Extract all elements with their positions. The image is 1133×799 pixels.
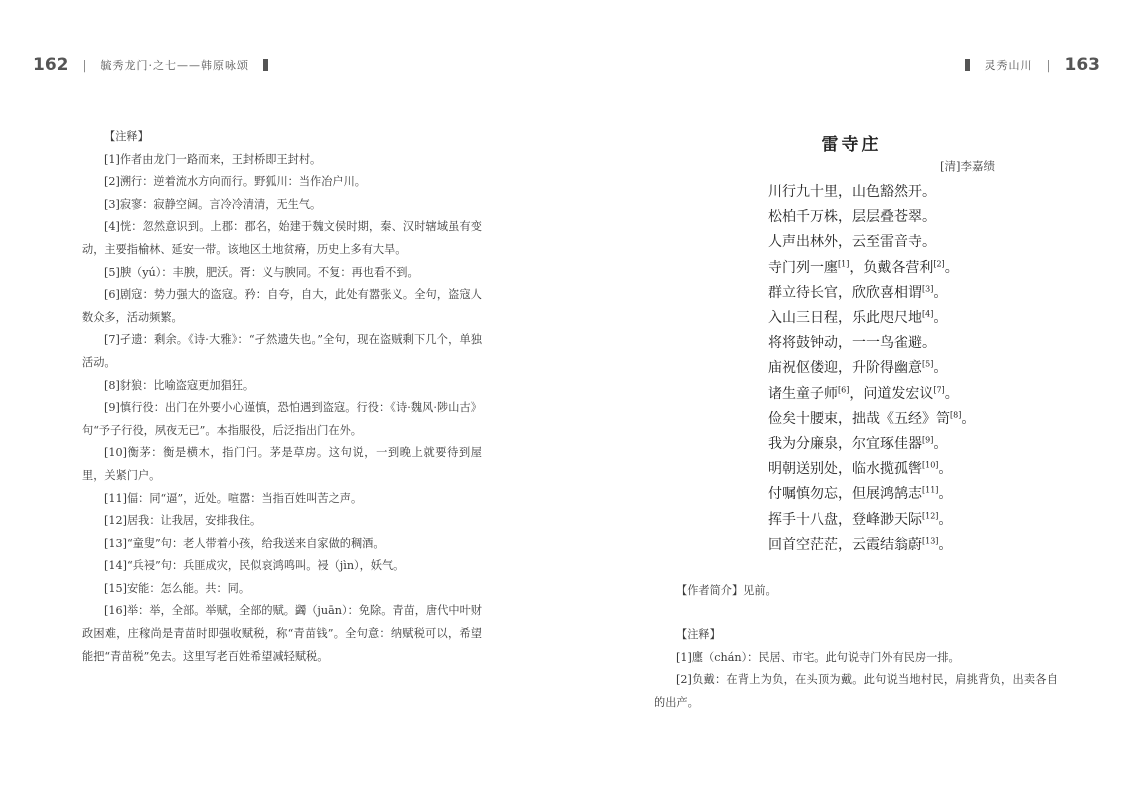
poem-line: 俭矣十腰束，拙哉《五经》笥[8]。 xyxy=(768,410,976,427)
right-header-title: 灵秀山川 xyxy=(984,59,1033,72)
footnote-ref: [1] xyxy=(838,258,850,268)
left-page-header xyxy=(33,55,282,75)
poem-line: 挥手十八盘，登峰渺天际[12]。 xyxy=(768,510,953,528)
note-item: [8]豺狼：比喻盗寇更加猖狂。 xyxy=(104,378,255,392)
footnote-ref: [7] xyxy=(933,384,945,394)
note-item: [1]作者由龙门一路而来，王封桥即王封村。 xyxy=(104,152,322,166)
footnote-ref: [2] xyxy=(933,258,945,268)
footnote-ref: [5] xyxy=(922,359,934,369)
poem-line: 付嘱慎勿忘，但展鸿鹄志[11]。 xyxy=(768,485,953,503)
left-page-number: 162 xyxy=(33,55,69,75)
right-page-number: 163 xyxy=(1064,55,1100,75)
left-notes-heading: 【注释】 xyxy=(104,130,149,143)
poem-author: [清]李嘉绩 xyxy=(940,159,995,173)
footnote-ref: [11] xyxy=(922,485,939,495)
footnote-ref: [8] xyxy=(950,410,962,420)
poem-line: 入山三日程，乐此咫尺地[4]。 xyxy=(768,309,948,327)
right-header-separator: | xyxy=(1046,58,1051,72)
poem-line: 寺门列一廛[1]，负戴各营利[2]。 xyxy=(768,258,959,276)
footnote-ref: [10] xyxy=(922,460,939,470)
note-item: [5]腴（yú）：丰腴，肥沃。胥：义与腴同。不复：再也看不到。 xyxy=(104,265,419,279)
footnote-ref: [3] xyxy=(922,284,934,294)
note-item: [7]孑遗：剩余。《诗·大雅》：“孑然遗失也。”全句，现在盗贼剩下几个，单独活动。 xyxy=(82,333,482,369)
note-item: [4]恍：忽然意识到。上郡：郡名，始建于魏文侯时期，秦、汉时辖域虽有变动，主要指榆林、延安一带。该地区土地贫瘠，历史上多有大旱。 xyxy=(82,220,482,256)
author-bio-section xyxy=(654,580,1058,603)
left-header-title: 毓秀龙门·之七——韩原咏颂 xyxy=(100,59,250,72)
right-header-block-mark xyxy=(965,59,970,71)
right-notes-heading: 【注释】 xyxy=(676,628,721,641)
poem-line: 人声出林外，云至雷音寺。 xyxy=(768,234,936,251)
left-notes-section xyxy=(82,126,482,668)
note-item: [12]居我：让我居，安排我住。 xyxy=(104,514,262,528)
note-item: [2]溯行：逆着流水方向而行。野狐川：当作冶户川。 xyxy=(104,175,366,189)
left-header-separator: | xyxy=(82,58,87,72)
note-item: [2]负戴：在背上为负，在头顶为戴。此句说当地村民，肩挑背负，出卖各自的出产。 xyxy=(654,673,1058,709)
note-item: [10]衡茅：衡是横木，指门闩。茅是草房。这句说，一到晚上就要待到屋里，关紧门户。 xyxy=(82,446,482,482)
note-item: [13]“童叟”句：老人带着小孩，给我送来自家做的稠酒。 xyxy=(104,536,385,550)
poem-line: 回首空茫茫，云霞结翁蔚[13]。 xyxy=(768,536,953,553)
poem-title: 雷寺庄 xyxy=(821,135,882,155)
note-item: [11]偪：同“逼”，近处。喧嚣：当指百姓叫苦之声。 xyxy=(104,491,363,505)
footnote-ref: [4] xyxy=(922,309,934,319)
footnote-ref: [12] xyxy=(922,510,939,520)
right-page-header xyxy=(951,55,1100,75)
left-header-block-mark xyxy=(263,59,268,71)
poem-body xyxy=(768,180,975,558)
note-item: [14]“兵祲”句：兵匪成灾，民似哀鸿鸣叫。祲（jìn），妖气。 xyxy=(104,559,405,573)
note-item: [9]慎行役：出门在外要小心谨慎，恐怕遇到盗寇。行役：《诗·魏风·陟山古》句“予子行役，夙夜无已”。本指服役，后泛指出门在外。 xyxy=(82,401,482,437)
note-item: [3]寂寥：寂静空阔。言冷冷清清，无生气。 xyxy=(104,197,322,211)
note-item: [1]廛（chán）：民居、市宅。此句说寺门外有民房一排。 xyxy=(676,650,960,664)
right-notes-section xyxy=(654,624,1058,714)
poem-line: 明朝送别处，临水揽孤辔[10]。 xyxy=(768,460,953,478)
note-item: [16]举：举，全部。举赋，全部的赋。蠲（juān）：免除。青苗，唐代中叶财政困难，庄稼尚是青苗时即强收赋税，称“青苗钱”。全句意：纳赋税可以，希望能把“青苗税”免去。这里写老百姓希望减轻赋税。 xyxy=(82,604,482,663)
poem-line: 川行九十里，山色豁然开。 xyxy=(768,184,936,200)
poem-line: 松柏千万株，层层叠苍翠。 xyxy=(768,209,936,226)
footnote-ref: [13] xyxy=(922,536,939,546)
poem-line: 将将鼓钟动，一一鸟雀避。 xyxy=(768,335,936,352)
author-bio: 【作者简介】见前。 xyxy=(676,584,777,597)
footnote-ref: [6] xyxy=(838,384,850,394)
poem-line: 我为分廉泉，尔宜琢佳器[9]。 xyxy=(768,435,948,453)
poem-line: 庙祝伛偻迎，升阶得幽意[5]。 xyxy=(768,359,948,377)
footnote-ref: [9] xyxy=(922,435,934,445)
note-item: [15]安能：怎么能。共：同。 xyxy=(104,581,251,595)
poem-line: 群立待长官，欣欣喜相谓[3]。 xyxy=(768,284,948,301)
note-item: [6]剧寇：势力强大的盗寇。矜：自夸，自大，此处有嚣张义。全句，盗寇人数众多，活动频繁。 xyxy=(82,288,482,324)
poem-line: 诸生童子师[6]，问道发宏议[7]。 xyxy=(768,384,959,402)
